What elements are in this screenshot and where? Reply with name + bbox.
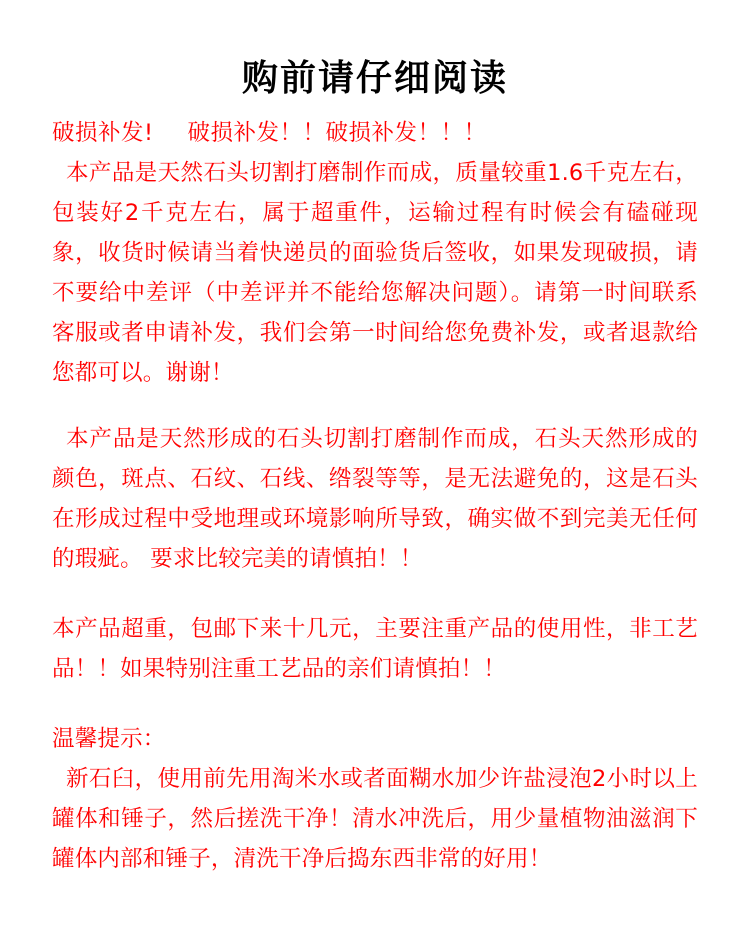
damage-replacement-paragraph: 本产品是天然石头切割打磨制作而成，质量较重1.6千克左右，包装好2千克左右，属于超重件，运输过程有时候会有磕碰现象，收货时候请当着快递员的面验货后签收，如果发现破损，请不要给中差评（中差评并不能给您解决问题）。请第一时间联系客服或者申请补发，我们会第一时间给您免费补发，或者退款给您都可以。谢谢！ [52, 159, 698, 386]
damage-replacement-heading [52, 113, 698, 153]
spacer-1 [52, 393, 698, 419]
page-title: 购前请仔细阅读 [241, 58, 508, 99]
spacer-3 [52, 689, 698, 719]
section-natural-stone-notice [52, 419, 698, 579]
damage-replacement-heading-part-2: 破损补发！！破损补发！！！ [187, 119, 487, 146]
natural-stone-paragraph: 本产品是天然形成的石头切割打磨制作而成，石头天然形成的颜色，斑点、石纹、石线、绺裂等等，是无法避免的，这是石头在形成过程中受地理或环境影响所导致，确实做不到完美无任何的瑕疵。 要求比较完美的请慎拍！！ [52, 425, 698, 572]
section-warm-tips [52, 719, 698, 879]
spacer-2 [52, 579, 698, 609]
damage-replacement-heading-part-1: 破损补发! [52, 119, 154, 146]
section-damage-replacement [52, 113, 698, 393]
section-overweight-notice [52, 609, 698, 689]
warm-tips-heading: 温馨提示： [52, 725, 166, 752]
overweight-paragraph: 本产品超重，包邮下来十几元，主要注重产品的使用性，非工艺品！！如果特别注重工艺品的亲们请慎拍！！ [52, 615, 698, 682]
warm-tips-paragraph: 新石臼，使用前先用淘米水或者面糊水加少许盐浸泡2小时以上罐体和锤子，然后搓洗干净！清水冲洗后，用少量植物油滋润下罐体内部和锤子，清洗干净后捣东西非常的好用！ [52, 765, 698, 872]
